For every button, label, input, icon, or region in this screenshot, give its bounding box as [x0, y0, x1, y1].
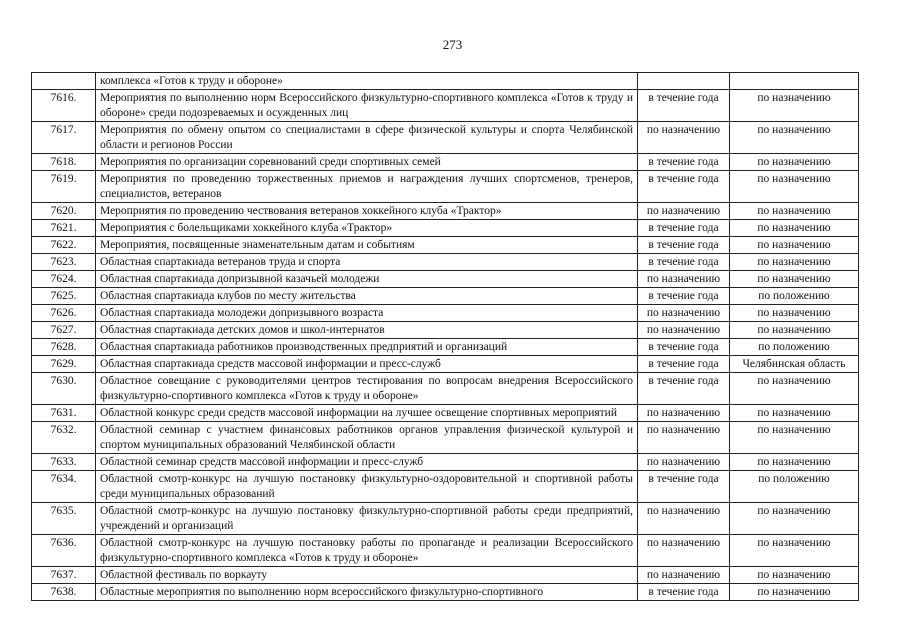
event-period: в течение года [638, 90, 730, 122]
row-number: 7618. [32, 154, 96, 171]
table-row [32, 584, 859, 601]
event-name: Областной фестиваль по воркауту [96, 567, 638, 584]
event-name: Мероприятия по проведению чествования ветеранов хоккейного клуба «Трактор» [96, 203, 638, 220]
events-table [31, 72, 859, 601]
event-period: по назначению [638, 503, 730, 535]
row-number: 7621. [32, 220, 96, 237]
event-period: по назначению [638, 122, 730, 154]
event-name: Областной смотр-конкурс на лучшую постановку работы по пропаганде и реализации Всероссийского физкультурно-спортивного комплекса «Готов к труду и обороне» [96, 535, 638, 567]
events-table-body [32, 73, 859, 601]
event-period: в течение года [638, 584, 730, 601]
event-frequency: по положению [730, 339, 859, 356]
row-number: 7630. [32, 373, 96, 405]
table-row [32, 122, 859, 154]
event-frequency: по положению [730, 471, 859, 503]
table-row [32, 154, 859, 171]
table-row [32, 405, 859, 422]
row-number: 7632. [32, 422, 96, 454]
row-number: 7638. [32, 584, 96, 601]
event-name: Мероприятия по организации соревнований среди спортивных семей [96, 154, 638, 171]
event-period: по назначению [638, 454, 730, 471]
row-number: 7620. [32, 203, 96, 220]
row-number: 7625. [32, 288, 96, 305]
row-number: 7626. [32, 305, 96, 322]
event-frequency: по назначению [730, 171, 859, 203]
table-row [32, 471, 859, 503]
event-period: по назначению [638, 322, 730, 339]
event-period: по назначению [638, 203, 730, 220]
table-row [32, 339, 859, 356]
event-name: Областная спартакиада средств массовой информации и пресс-служб [96, 356, 638, 373]
event-name: Областной семинар средств массовой информации и пресс-служб [96, 454, 638, 471]
event-frequency: по назначению [730, 373, 859, 405]
table-row [32, 237, 859, 254]
event-frequency: по назначению [730, 122, 859, 154]
table-row [32, 503, 859, 535]
event-period: по назначению [638, 422, 730, 454]
event-name: комплекса «Готов к труду и обороне» [96, 73, 638, 90]
event-frequency: по назначению [730, 203, 859, 220]
table-row [32, 322, 859, 339]
row-number: 7628. [32, 339, 96, 356]
event-period: в течение года [638, 288, 730, 305]
event-period: в течение года [638, 237, 730, 254]
event-frequency: по назначению [730, 220, 859, 237]
event-period: в течение года [638, 339, 730, 356]
table-row [32, 422, 859, 454]
table-row [32, 203, 859, 220]
table-row [32, 535, 859, 567]
event-period: в течение года [638, 471, 730, 503]
event-frequency: по назначению [730, 305, 859, 322]
event-name: Областной семинар с участием финансовых работников органов управления физической культурой и спортом муниципальных образований Челябинской области [96, 422, 638, 454]
event-name: Областной смотр-конкурс на лучшую постановку физкультурно-спортивной работы среди предприятий, учреждений и организаций [96, 503, 638, 535]
event-period [638, 73, 730, 90]
row-number: 7631. [32, 405, 96, 422]
page-number: 273 [442, 37, 463, 52]
row-number: 7624. [32, 271, 96, 288]
event-frequency [730, 73, 859, 90]
event-name: Мероприятия с болельщиками хоккейного клуба «Трактор» [96, 220, 638, 237]
event-frequency: по назначению [730, 503, 859, 535]
table-row [32, 271, 859, 288]
row-number: 7633. [32, 454, 96, 471]
event-name: Областной смотр-конкурс на лучшую постановку физкультурно-оздоровительной и спортивной работы среди муниципальных образований [96, 471, 638, 503]
event-frequency: по назначению [730, 237, 859, 254]
event-frequency: по назначению [730, 405, 859, 422]
table-row [32, 288, 859, 305]
table-row [32, 73, 859, 90]
event-name: Мероприятия по обмену опытом со специалистами в сфере физической культуры и спорта Челябинской области и регионов России [96, 122, 638, 154]
event-period: в течение года [638, 154, 730, 171]
event-period: в течение года [638, 254, 730, 271]
table-row [32, 220, 859, 237]
event-frequency: по назначению [730, 322, 859, 339]
table-row [32, 454, 859, 471]
event-name: Областные мероприятия по выполнению норм всероссийского физкультурно-спортивного [96, 584, 638, 601]
row-number: 7619. [32, 171, 96, 203]
event-name: Областная спартакиада работников производственных предприятий и организаций [96, 339, 638, 356]
event-period: по назначению [638, 535, 730, 567]
event-period: по назначению [638, 271, 730, 288]
event-name: Мероприятия по проведению торжественных приемов и награждения лучших спортсменов, тренеров, специалистов, ветеранов [96, 171, 638, 203]
event-period: в течение года [638, 220, 730, 237]
table-row [32, 305, 859, 322]
row-number: 7635. [32, 503, 96, 535]
table-row [32, 567, 859, 584]
row-number: 7623. [32, 254, 96, 271]
event-name: Областная спартакиада молодежи допризывного возраста [96, 305, 638, 322]
table-row [32, 90, 859, 122]
row-number: 7622. [32, 237, 96, 254]
row-number: 7617. [32, 122, 96, 154]
table-row [32, 254, 859, 271]
event-frequency: по назначению [730, 154, 859, 171]
event-period: в течение года [638, 373, 730, 405]
event-frequency: по назначению [730, 422, 859, 454]
event-frequency: по назначению [730, 254, 859, 271]
row-number: 7627. [32, 322, 96, 339]
event-name: Областная спартакиада допризывной казачьей молодежи [96, 271, 638, 288]
event-frequency: по назначению [730, 90, 859, 122]
event-name: Областная спартакиада детских домов и школ-интернатов [96, 322, 638, 339]
event-frequency: по назначению [730, 584, 859, 601]
event-name: Мероприятия, посвященные знаменательным датам и событиям [96, 237, 638, 254]
event-period: по назначению [638, 305, 730, 322]
event-name: Мероприятия по выполнению норм Всероссийского физкультурно-спортивного комплекса «Готов к труду и обороне» среди подозреваемых и осужденных лиц [96, 90, 638, 122]
event-frequency: по назначению [730, 454, 859, 471]
row-number: 7636. [32, 535, 96, 567]
event-period: по назначению [638, 567, 730, 584]
event-name: Областная спартакиада ветеранов труда и спорта [96, 254, 638, 271]
event-frequency: по назначению [730, 535, 859, 567]
event-name: Областная спартакиада клубов по месту жительства [96, 288, 638, 305]
row-number: 7634. [32, 471, 96, 503]
event-frequency: по назначению [730, 567, 859, 584]
event-name: Областной конкурс среди средств массовой информации на лучшее освещение спортивных мероприятий [96, 405, 638, 422]
table-row [32, 356, 859, 373]
table-row [32, 171, 859, 203]
row-number: 7629. [32, 356, 96, 373]
row-number [32, 73, 96, 90]
event-name: Областное совещание с руководителями центров тестирования по вопросам внедрения Всероссийского физкультурно-спортивного комплекса «Готов к труду и обороне» [96, 373, 638, 405]
event-frequency: по назначению [730, 271, 859, 288]
event-frequency: Челябинская область [730, 356, 859, 373]
table-row [32, 373, 859, 405]
event-period: в течение года [638, 356, 730, 373]
row-number: 7637. [32, 567, 96, 584]
row-number: 7616. [32, 90, 96, 122]
event-frequency: по положению [730, 288, 859, 305]
event-period: в течение года [638, 171, 730, 203]
event-period: по назначению [638, 405, 730, 422]
